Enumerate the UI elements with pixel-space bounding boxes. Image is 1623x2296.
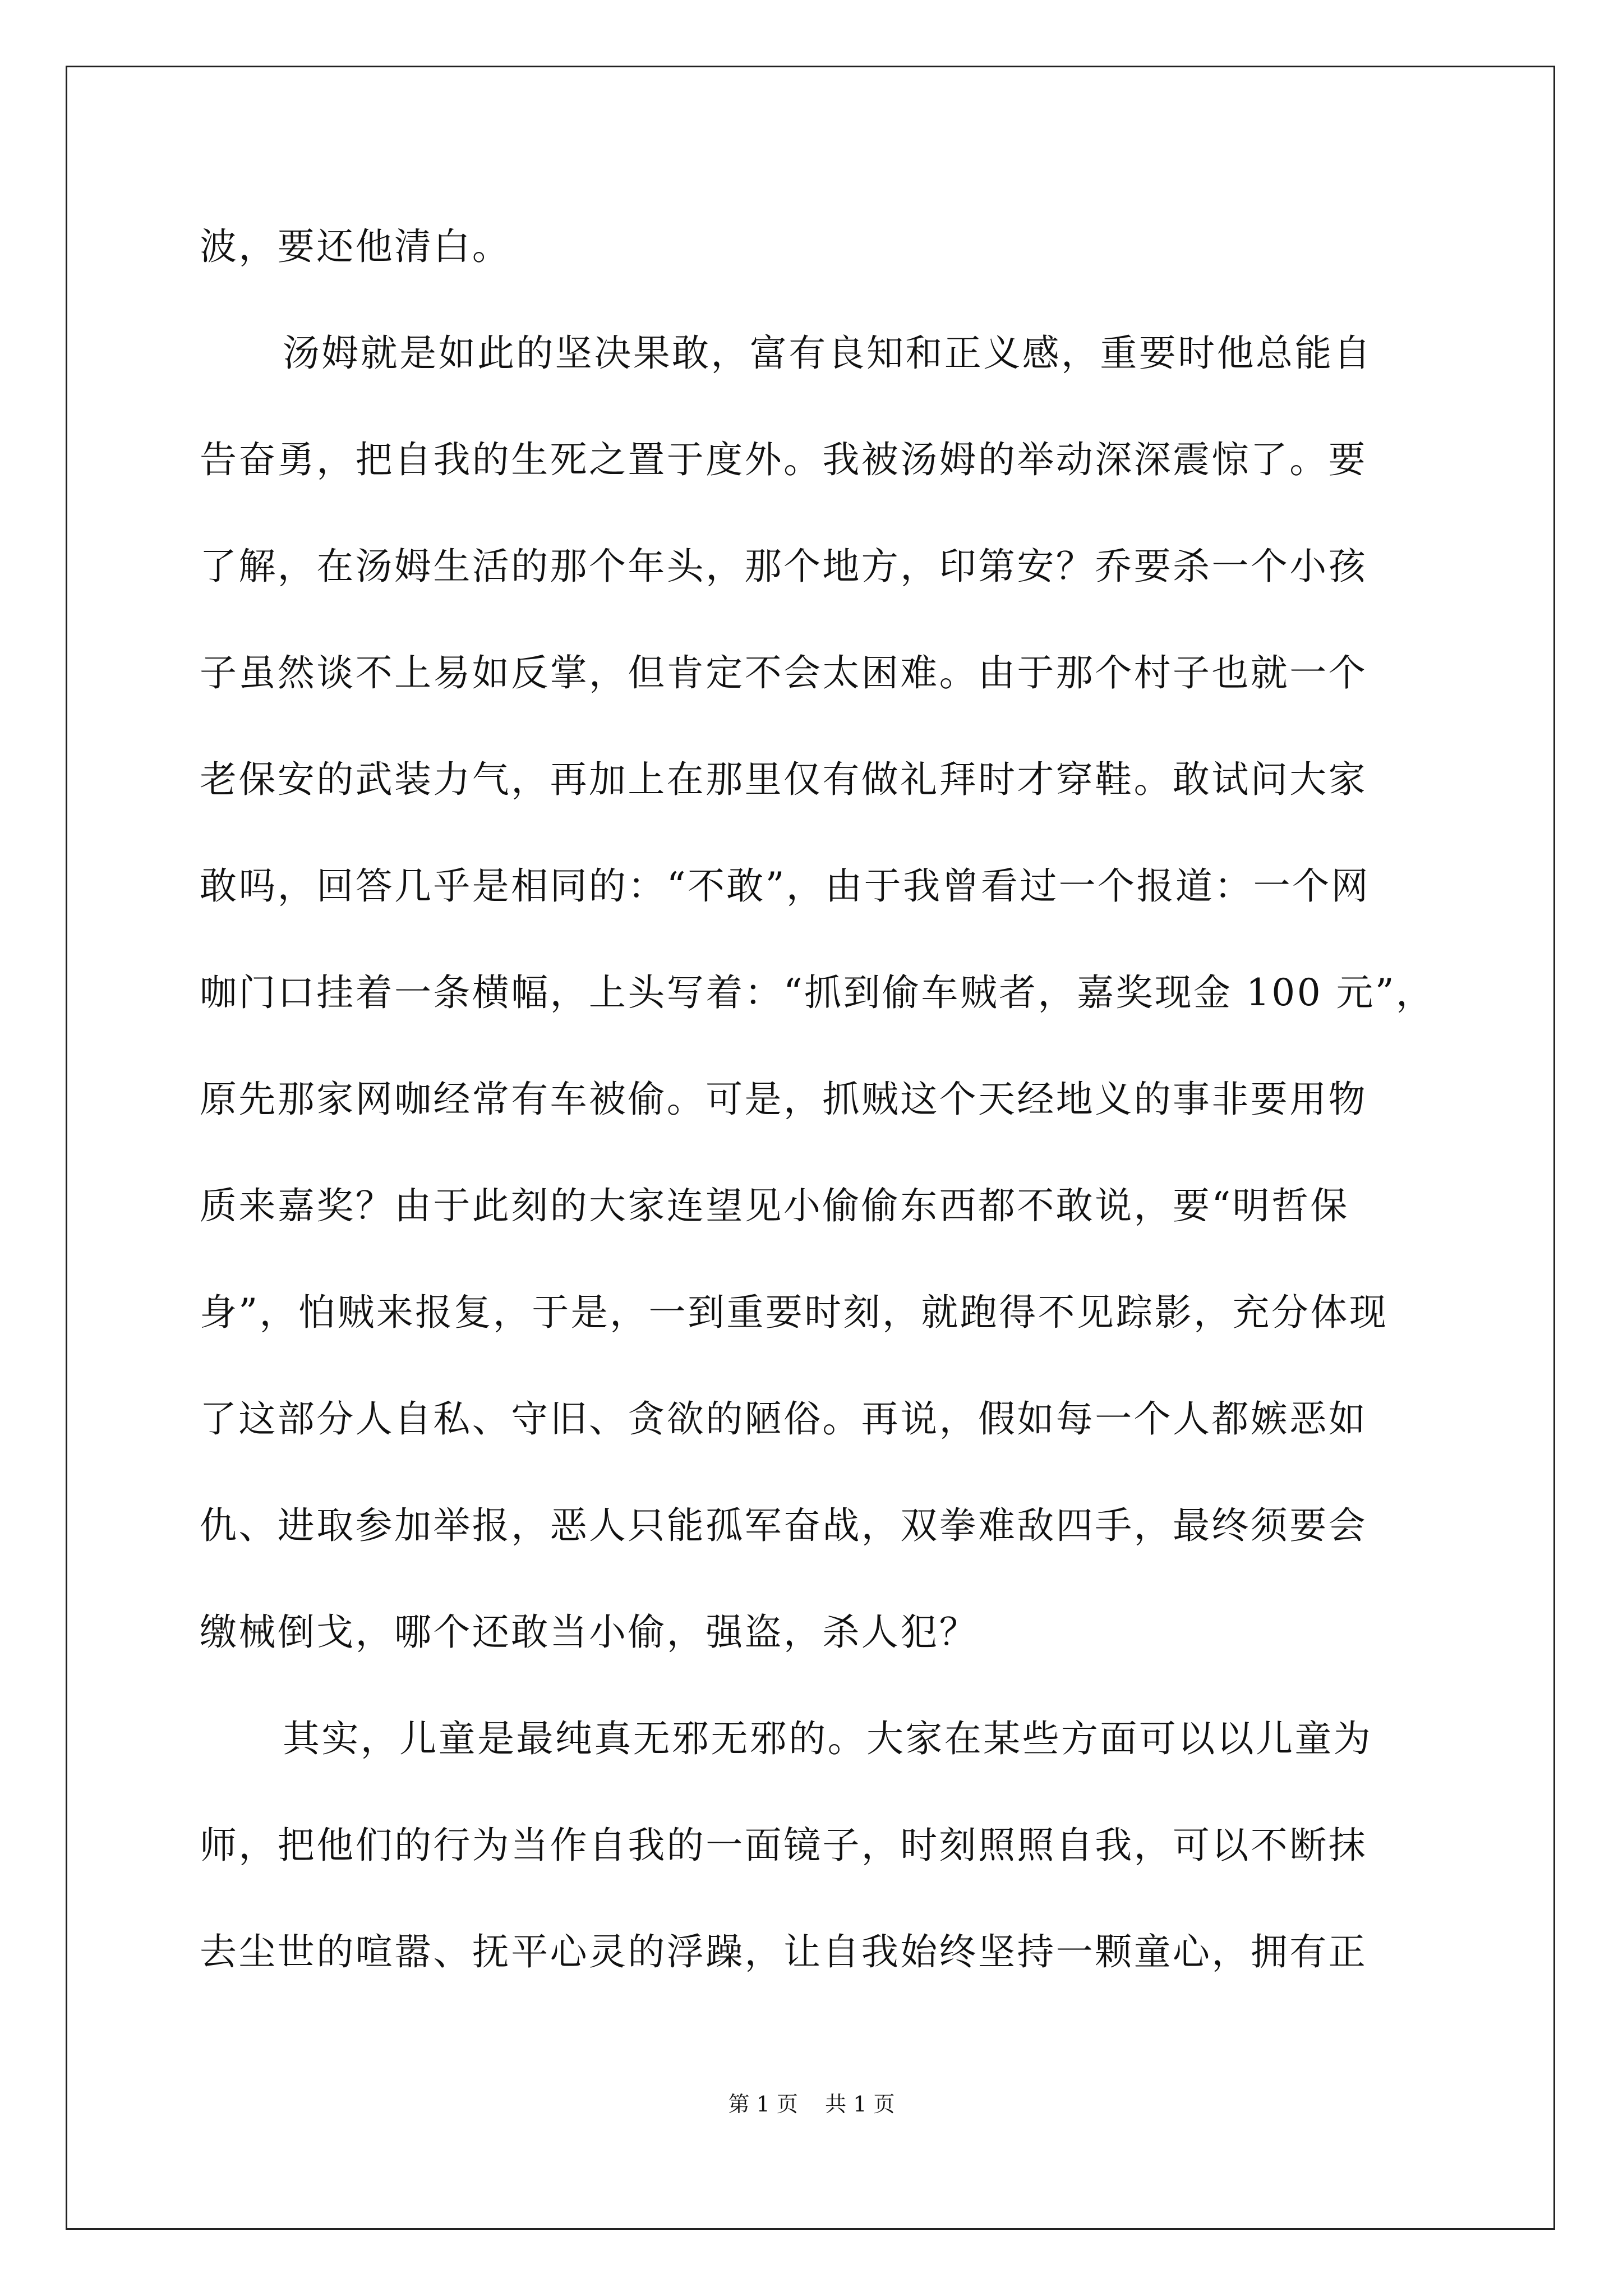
text-line: 缴械倒戈，哪个还敢当小偷，强盗，杀人犯？ <box>200 1611 978 1654</box>
text-line: 老保安的武装力气，再加上在那里仅有做礼拜时才穿鞋。敢试问大家 <box>200 758 1367 801</box>
paragraph-start-line: 汤姆就是如此的坚决果敢，富有良知和正义感，重要时他总能自 <box>283 332 1373 375</box>
text-line: 质来嘉奖？由于此刻的大家连望见小偷偷东西都不敢说，要“明哲保 <box>200 1184 1349 1227</box>
text-line: 仇、进取参加举报，恶人只能孤军奋战，双拳难敌四手，最终须要会 <box>200 1504 1367 1547</box>
page-footer: 第 1 页 共 1 页 <box>728 2092 895 2116</box>
text-line: 了这部分人自私、守旧、贪欲的陋俗。再说，假如每一个人都嫉恶如 <box>200 1397 1367 1441</box>
text-line: 去尘世的喧嚣、抚平心灵的浮躁，让自我始终坚持一颗童心，拥有正 <box>200 1930 1367 1973</box>
text-line: 身”，怕贼来报复，于是，一到重要时刻，就跑得不见踪影，充分体现 <box>200 1291 1389 1334</box>
text-line: 原先那家网咖经常有车被偷。可是，抓贼这个天经地义的事非要用物 <box>200 1078 1367 1121</box>
text-line: 波，要还他清白。 <box>200 225 511 268</box>
text-line: 告奋勇，把自我的生死之置于度外。我被汤姆的举动深深震惊了。要 <box>200 438 1367 481</box>
text-line: 了解，在汤姆生活的那个年头，那个地方，印第安？乔要杀一个小孩 <box>200 545 1367 588</box>
text-line: 子虽然谈不上易如反掌，但肯定不会太困难。由于那个村子也就一个 <box>200 651 1367 694</box>
text-line: 敢吗，回答几乎是相同的：“不敢”，由于我曾看过一个报道：一个网 <box>200 864 1370 908</box>
text-line: 师，把他们的行为当作自我的一面镜子，时刻照照自我，可以不断抹 <box>200 1824 1367 1867</box>
page-border <box>66 66 1555 2230</box>
paragraph-start-line: 其实，儿童是最纯真无邪无邪的。大家在某些方面可以以儿童为 <box>283 1717 1373 1760</box>
text-line: 咖门口挂着一条横幅，上头写着：“抓到偷车贼者，嘉奖现金 100 元”， <box>200 971 1435 1014</box>
